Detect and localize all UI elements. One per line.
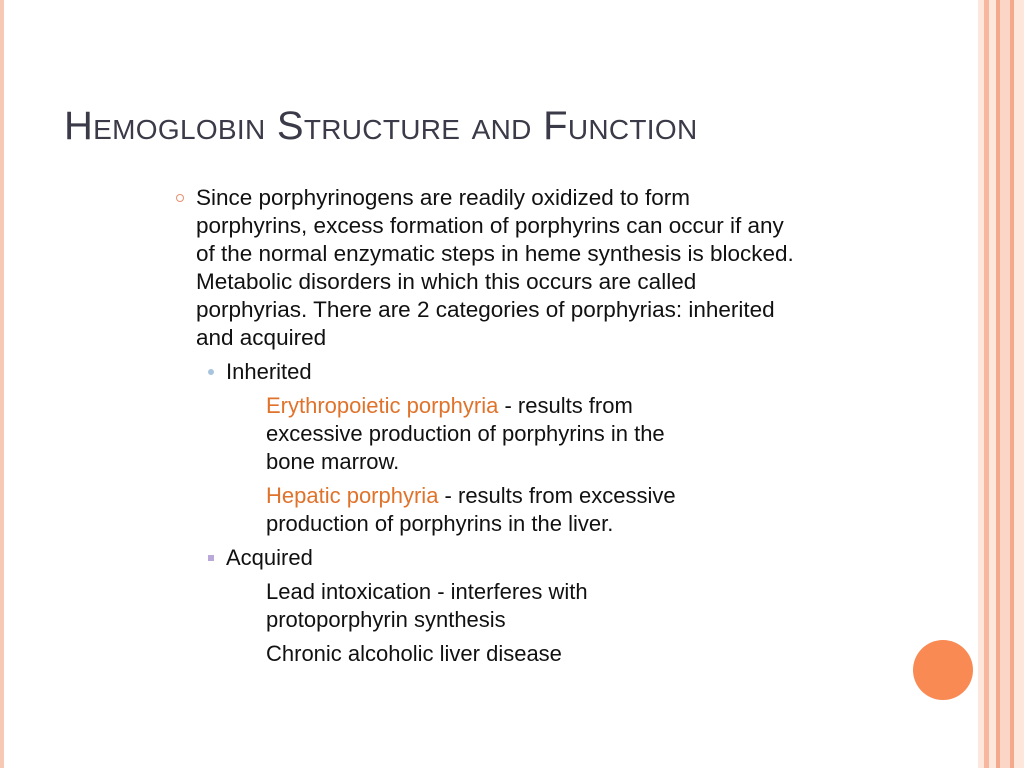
main-text-line: of the normal enzymatic steps in heme synthesis is blocked. (196, 241, 794, 266)
item-text: Chronic alcoholic liver disease (266, 641, 562, 666)
square-bullet-icon (208, 555, 214, 561)
inherited-item (266, 392, 896, 476)
term-erythropoietic: Erythropoietic porphyria (266, 393, 499, 418)
main-bullet (176, 184, 896, 352)
acquired-item (266, 640, 896, 668)
slide-title: Hemoglobin Structure and Function (64, 104, 698, 148)
main-text-line: and acquired (196, 325, 327, 350)
right-stripe (1014, 0, 1024, 768)
term-hepatic: Hepatic porphyria (266, 483, 439, 508)
item-text: excessive production of porphyrins in the (266, 421, 665, 446)
item-text: - results from excessive (438, 483, 676, 508)
acquired-item (266, 578, 896, 634)
dot-bullet-icon (208, 369, 214, 375)
item-text: production of porphyrins in the liver. (266, 511, 614, 536)
item-text: Lead intoxication - interferes with (266, 579, 588, 604)
inherited-item (266, 482, 896, 538)
main-text-line: Since porphyrinogens are readily oxidized to form (196, 185, 691, 210)
main-text-line: Metabolic disorders in which this occurs are called (196, 269, 697, 294)
left-frame-border (0, 0, 4, 768)
decorative-circle (913, 640, 973, 700)
ring-bullet-icon (176, 194, 184, 202)
right-stripe (1000, 0, 1010, 768)
item-text: bone marrow. (266, 449, 400, 474)
item-text: - results from (498, 393, 633, 418)
main-text-line: porphyrias. There are 2 categories of porphyrias: inherited (196, 297, 775, 322)
slide-body (176, 184, 896, 668)
right-stripe (989, 0, 996, 768)
item-text: protoporphyrin synthesis (266, 607, 506, 632)
acquired-label: Acquired (226, 545, 313, 570)
inherited-label: Inherited (226, 359, 312, 384)
acquired-bullet (226, 544, 896, 572)
inherited-bullet (226, 358, 896, 386)
main-text-line: porphyrins, excess formation of porphyrins can occur if any (196, 213, 784, 238)
